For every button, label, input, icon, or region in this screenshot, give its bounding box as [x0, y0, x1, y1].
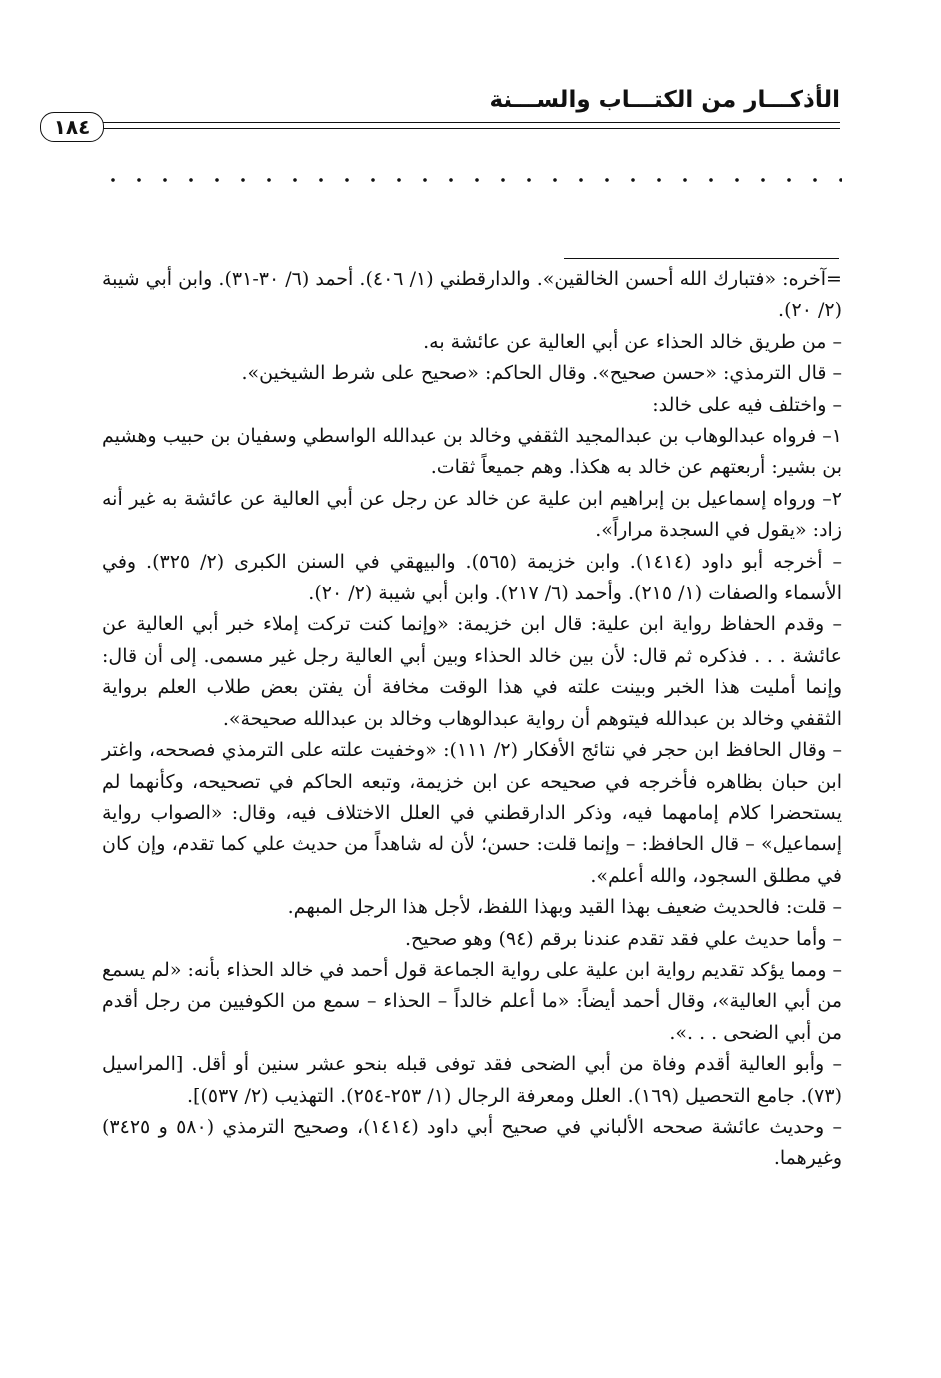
paragraph: – وقدم الحفاظ رواية ابن علية: قال ابن خزيمة: «وإنما كنت تركت إملاء خبر أبي العالية عن عائشة . . . فذكره ثم قال: لأن بين خالد الحذاء وبين أبي العالية رجل غير مسمى. إلى أن قال: وإنما أمليت هذا الخبر وبينت علته في هذا الوقت مخافة أن يفتن بعض طلاب العلم برواية الثقفي وخالد بن عبدالله فيتوهم أن رواية عبدالوهاب وخالد بن عبدالله صحيحة».	[102, 613, 842, 730]
paragraph: – وحديث عائشة صححه الألباني في صحيح أبي داود (١٤١٤)، وصحيح الترمذي (٥٨٠ و ٣٤٢٥) وغيرهما.	[102, 1115, 842, 1170]
dotted-separator	[100, 176, 842, 184]
paragraph: – ومما يؤكد تقديم رواية ابن علية على رواية الجماعة قول أحمد في خالد الحذاء بأنه: «لم يسمع من أبي العالية»، وقال أحمد أيضاً: «ما أعلم خالداً – الحذاء – سمع من الكوفيين من رجل أقدم من أبي الضحى . . .».	[102, 958, 842, 1044]
page-number-badge: ١٨٤	[40, 112, 104, 142]
paragraph: – وأبو العالية أقدم وفاة من أبي الضحى فقد توفى قبله بنحو عشر سنين أو أقل. [المراسيل (٧٣). جامع التحصيل (١٦٩). العلل ومعرفة الرجال (١/ ٢٥٣-٢٥٤). التهذيب (٢/ ٥٣٧)].	[102, 1053, 842, 1107]
paragraph: ١– فرواه عبدالوهاب بن عبدالمجيد الثقفي وخالد بن عبدالله الواسطي وسفيان بن حبيب وهشيم بن بشير: أربعتهم عن خالد به هكذا. وهم جميعاً ثقات.	[102, 425, 842, 479]
paragraph: – أخرجه أبو داود (١٤١٤). وابن خزيمة (٥٦٥). والبيهقي في السنن الكبرى (٢/ ٣٢٥). وفي الأسماء والصفات (١/ ٢١٥). وأحمد (٦/ ٢١٧). وابن أبي شيبة (٢/ ٢٠).	[102, 550, 842, 605]
paragraph: – من طريق خالد الحذاء عن أبي العالية عن عائشة به.	[423, 330, 842, 353]
paragraph: – وأما حديث علي فقد تقدم عندنا برقم (٩٤) وهو صحيح.	[404, 927, 842, 950]
paragraph: – واختلف فيه على خالد:	[652, 393, 842, 416]
paragraph: ٢– ورواه إسماعيل بن إبراهيم ابن علية عن خالد عن رجل عن أبي العالية عن عائشة به غير أنه زاد: «يقول في السجدة مراراً».	[102, 487, 842, 542]
paragraph: – قال الترمذي: «حسن صحيح». وقال الحاكم: «صحيح على شرط الشيخين».	[241, 362, 842, 385]
header-rule-top	[100, 122, 840, 123]
header-rule-bottom	[100, 128, 840, 129]
paragraph: – وقال الحافظ ابن حجر في نتائج الأفكار (٢/ ١١١): «وخفيت علته على الترمذي فصححه، واغتر ابن حبان بظاهره فأخرجه في صحيحه عن ابن خزيمة، وتبعه الحاكم في تصحيحه، وكأنهما لم يستحضرا كلام إمامهما فيه، وذكر الدارقطني في العلل الاختلاف فيه، وقال: «الصواب رواية إسماعيل» – قال الحافظ: – وإنما قلت: حسن؛ لأن له شاهداً من حديث علي كما تقدم، وإن كان في مطلق السجود، والله أعلم».	[102, 739, 843, 887]
paragraph: =آخره: «فتبارك الله أحسن الخالقين». والدارقطني (١/ ٤٠٦). أحمد (٦/ ٣٠-٣١). وابن أبي شيبة (٢/ ٢٠).	[102, 268, 842, 322]
footnote-rule	[564, 258, 839, 259]
footnote-text	[102, 264, 842, 1175]
paragraph: – قلت: فالحديث ضعيف بهذا القيد وبهذا اللفظ، لأجل هذا الرجل المبهم.	[287, 896, 842, 919]
running-header-title: الأذكـــار من الكتـــاب والســـنة	[489, 87, 840, 113]
